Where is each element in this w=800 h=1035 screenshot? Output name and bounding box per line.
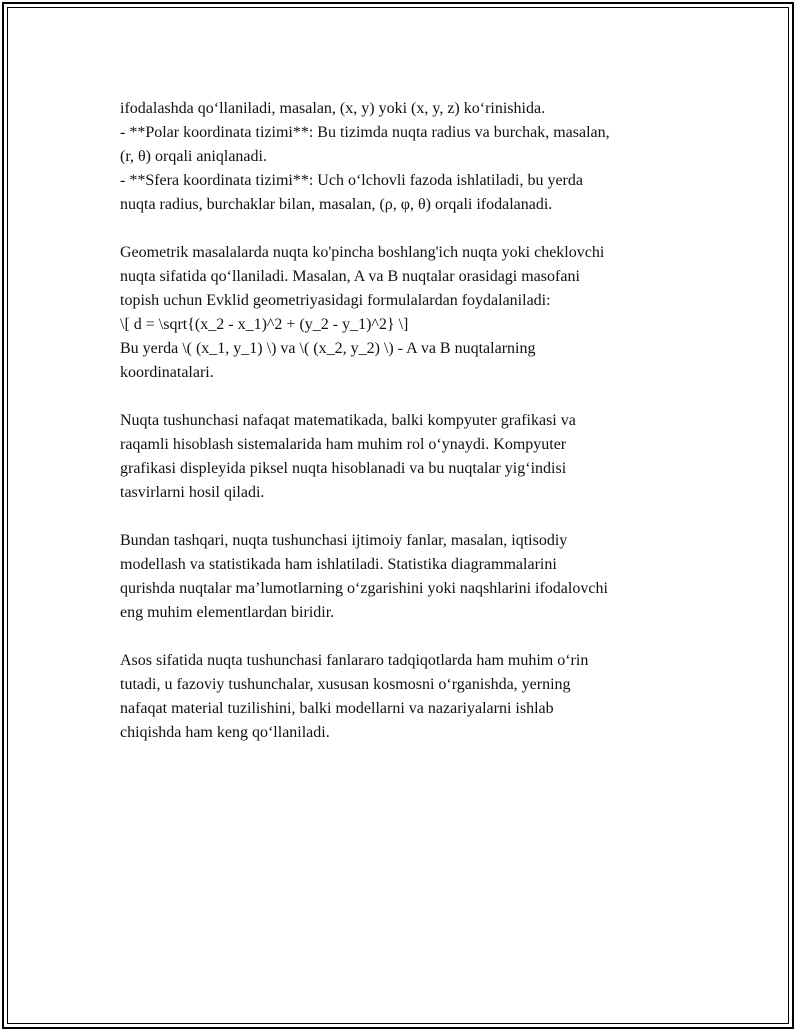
text-line: raqamli hisoblash sistemalarida ham muhim rol o‘ynaydi. Kompyuter [120,436,567,453]
text-line: nuqta sifatida qo‘llaniladi. Masalan, A va B nuqtalar orasidagi masofani [120,268,580,285]
text-line: nuqta radius, burchaklar bilan, masalan, (ρ, φ, θ) orqali ifodalanadi. [120,196,553,213]
paragraph-coordinate-systems [120,97,700,217]
document-body [120,97,700,769]
paragraph-social-sciences [120,529,700,625]
text-line: Bu yerda \( (x_1, y_1) \) va \( (x_2, y_2) \) - A va B nuqtalarning [120,340,536,357]
paragraph-computer-graphics [120,409,700,505]
document-page [2,2,794,1029]
text-line: ifodalashda qo‘llaniladi, masalan, (x, y) yoki (x, y, z) ko‘rinishida. [120,100,546,117]
text-line: Geometrik masalalarda nuqta ko'pincha boshlang'ich nuqta yoki cheklovchi [120,244,605,261]
text-line: - **Sfera koordinata tizimi**: Uch o‘lchovli fazoda ishlatiladi, bu yerda [120,172,583,189]
text-line: (r, θ) orqali aniqlanadi. [120,148,267,165]
formula-line: \[ d = \sqrt{(x_2 - x_1)^2 + (y_2 - y_1)^2} \] [120,316,409,333]
text-line: Nuqta tushunchasi nafaqat matematikada, balki kompyuter grafikasi va [120,412,576,429]
text-line: tutadi, u fazoviy tushunchalar, xususan kosmosni o‘rganishda, yerning [120,676,571,693]
text-line: - **Polar koordinata tizimi**: Bu tizimda nuqta radius va burchak, masalan, [120,124,610,141]
text-line: chiqishda ham keng qo‘llaniladi. [120,724,330,741]
text-line: nafaqat material tuzilishini, balki modellarni va nazariyalarni ishlab [120,700,554,717]
text-line: qurishda nuqtalar ma’lumotlarning o‘zgarishini yoki naqshlarini ifodalovchi [120,580,608,597]
text-line: koordinatalari. [120,364,214,381]
text-line: tasvirlarni hosil qiladi. [120,484,265,501]
text-line: grafikasi displeyida piksel nuqta hisoblanadi va bu nuqtalar yig‘indisi [120,460,567,477]
text-line: modellash va statistikada ham ishlatiladi. Statistika diagrammalarini [120,556,557,573]
paragraph-interdisciplinary [120,649,700,745]
text-line: Asos sifatida nuqta tushunchasi fanlararo tadqiqotlarda ham muhim o‘rin [120,652,589,669]
text-line: Bundan tashqari, nuqta tushunchasi ijtimoiy fanlar, masalan, iqtisodiy [120,532,568,549]
text-line: eng muhim elementlardan biridir. [120,604,335,621]
text-line: topish uchun Evklid geometriyasidagi formulalardan foydalaniladi: [120,292,551,309]
paragraph-geometry-distance [120,241,700,385]
